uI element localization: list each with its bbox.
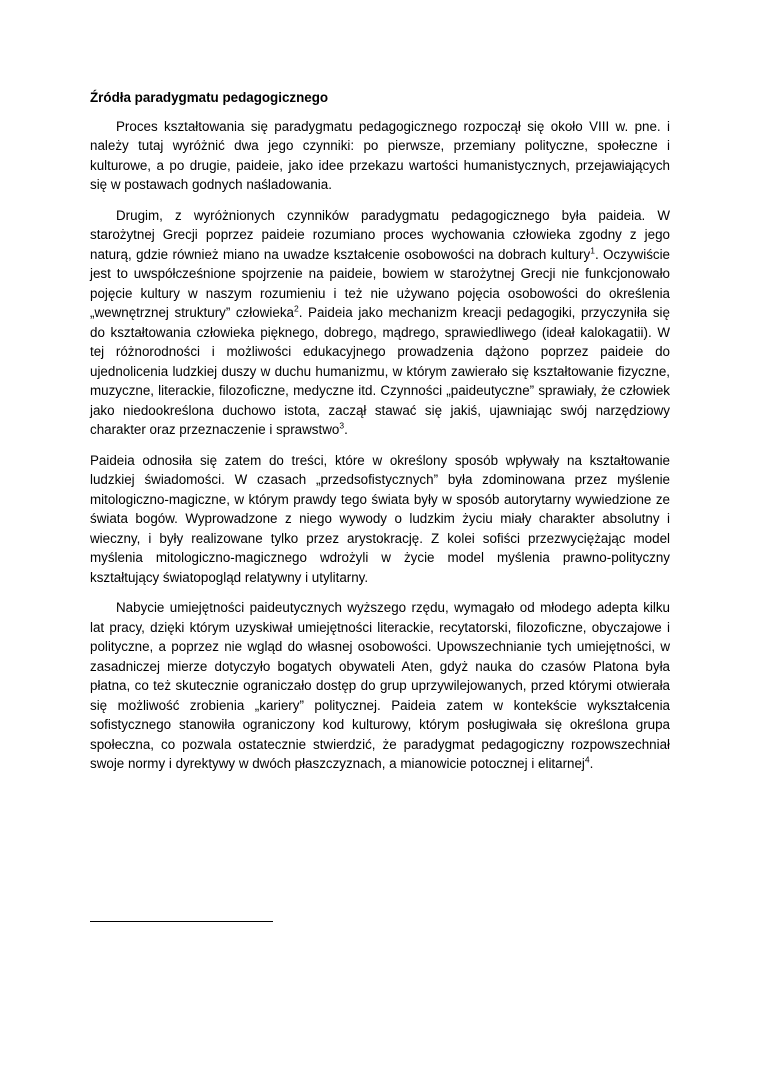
paragraph-2-text-a: Drugim, z wyróżnionych czynników paradygmatu pedagogicznego była paideia. W starożytnej Grecji poprzez paideie rozumiano proces wychowania człowieka zgodny z jego naturą, gdzie również miano na uwadze kształcenie osobowości na dobrach kultury [90, 207, 670, 262]
document-body [90, 88, 670, 785]
paragraph-4-text-a: Nabycie umiejętności paideutycznych wyższego rzędu, wymagało od młodego adepta kilku lat pracy, dzięki którym uzyskiwał umiejętności literackie, recytatorski, filozoficzne, obyczajowe i polityczne, a poprzez nie wgląd do własnej osobowości. Upowszechnianie tych umiejętności, w zasadniczej mierze dotyczyło bogatych obywateli Aten, gdyż nauka do czasów Platona była płatna, co też skutecznie ograniczało dostęp do grup uprzywilejowanych, przed którymi otwierała się możliwość zrobienia „kariery” politycznej. Paideia zatem w kontekście wykształcenia sofistycznego stanowiła ograniczony kod kulturowy, którym posługiwała się określona grupa społeczna, co pozwala ostatecznie stwierdzić, że paradygmat pedagogiczny rozpowszechniał swoje normy i dyrektywy w dwóch płaszczyznach, a mianowicie potocznej i elitarnej [90, 600, 670, 771]
paragraph-4-text-b: . [589, 756, 594, 771]
paragraph-3: Paideia odnosiła się zatem do treści, które w określony sposób wpływały na kształtowanie ludzkiej świadomości. W czasach „przedsofistycznych” była zdominowana przez myślenie mitologiczno-magiczne, w którym prawdy tego świata były w sposób autorytarny wywiedzione ze świata bogów. Wyprowadzone z niego wywody o ludzkim życiu miały charakter absolutny i wieczny, i były realizowane tylko przez arystokrację. Z kolei sofiści przezwyciężając model myślenia mitologiczno-magicznego wdrożyli w życie model myślenia prawno-polityczny kształtujący światopogląd relatywny i utylitarny. [90, 452, 670, 585]
footnote-ref-4: 4 [584, 754, 590, 765]
paragraph-2-text-b: . Oczywiście jest to uwspółcześnione spojrzenie na paideie, bowiem w starożytnej Grecji nie funkcjonowało pojęcie kultury w naszym rozumieniu i też nie używano pojęcia osobowości do określenia „wewnętrznej struktury” człowieka [90, 246, 671, 320]
paragraph-4 [90, 598, 670, 774]
footnote-ref-2: 2 [293, 303, 299, 314]
paragraph-2-text-d: . [344, 422, 348, 437]
paragraph-1: Proces kształtowania się paradygmatu pedagogicznego rozpoczął się około VIII w. pne. i należy tutaj wyróżnić dwa jego czynniki: po pierwsze, przemiany polityczne, społeczne i kulturowe, a po drugie, paideie, jako idee przekazu wartości humanistycznych, przejawiających się w postawach godnych naśladowania. [90, 118, 670, 192]
paragraph-2-text-c: . Paideia jako mechanizm kreacji pedagogiki, przyczyniła się do kształtowania człowieka pięknego, dobrego, mądrego, sprawiedliwego (ideał kalokagatii). W tej różnorodności i możliwości edukacyjnego prowadzenia dążono poprzez paideie do ujednolicenia ludzkiej duszy w duchu humanizmu, w którym zawierało się kształtowanie fizyczne, muzyczne, literackie, filozoficzne, medyczne itd. Czynności „paideutyczne” sprawiały, że człowiek jako niedookreślona duchowo istota, zaczął stawać się jakiś, ujawniając swój narzędziowy charakter oraz przeznaczenie i sprawstwo [90, 305, 670, 437]
footnote-separator [90, 921, 273, 922]
section-title: Źródła paradygmatu pedagogicznego [90, 90, 329, 105]
paragraph-2 [90, 206, 670, 440]
footnote-ref-1: 1 [590, 245, 595, 256]
footnote-ref-3: 3 [339, 420, 345, 431]
